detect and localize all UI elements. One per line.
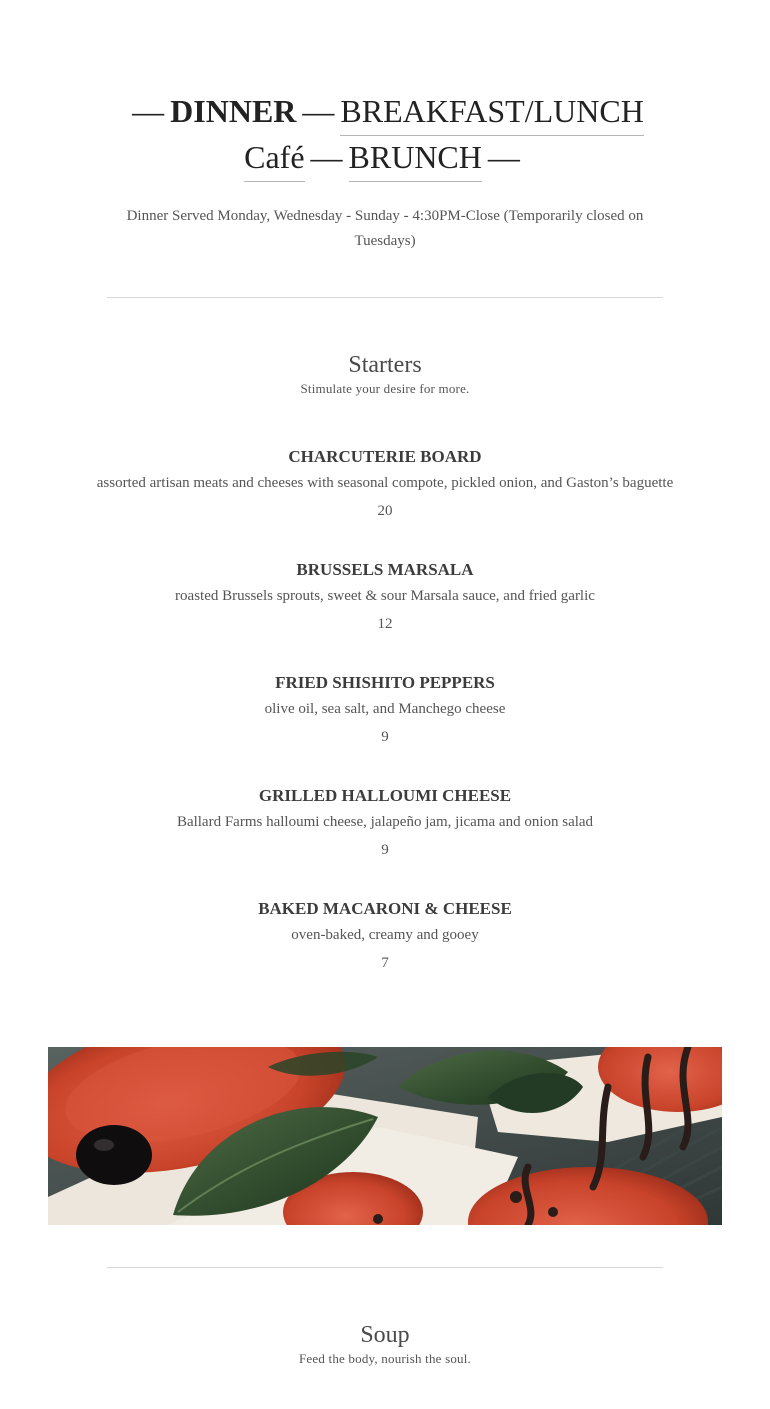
item-name: BAKED MACARONI & CHEESE [258, 899, 512, 918]
caprese-salad-photo [48, 1047, 722, 1225]
separator-dash: — [487, 139, 520, 175]
item-description: assorted artisan meats and cheeses with seasonal compote, pickled onion, and Gaston’s baguette [96, 475, 674, 491]
item-description: roasted Brussels sprouts, sweet & sour Marsala sauce, and fried garlic [175, 588, 595, 604]
menu-item [0, 670, 770, 752]
menu-tabs [0, 88, 770, 180]
item-description: oven-baked, creamy and gooey [291, 927, 479, 943]
menu-item [0, 783, 770, 865]
separator-dash: — [310, 139, 343, 175]
section-subtitle-soup: Feed the body, nourish the soul. [298, 1351, 471, 1366]
item-description: olive oil, sea salt, and Manchego cheese [264, 701, 506, 717]
tab-cafe[interactable]: Café [244, 139, 304, 182]
item-price: 7 [381, 955, 389, 971]
menu-item [0, 896, 770, 978]
item-description: Ballard Farms halloumi cheese, jalapeño jam, jicama and onion salad [176, 814, 594, 830]
menu-tabs-row-1 [0, 88, 770, 134]
item-name: GRILLED HALLOUMI CHEESE [258, 786, 512, 805]
item-price: 9 [381, 842, 389, 858]
item-price: 9 [381, 729, 389, 745]
separator-dash: — [302, 93, 335, 129]
caprese-salad-image [48, 1047, 722, 1225]
item-name: FRIED SHISHITO PEPPERS [275, 673, 495, 692]
item-name: BRUSSELS MARSALA [296, 560, 474, 579]
item-price: 20 [377, 503, 393, 519]
separator-dash: — [132, 93, 165, 129]
menu-item [0, 557, 770, 639]
section-divider [107, 1267, 663, 1268]
tab-dinner[interactable]: DINNER [170, 93, 297, 129]
service-hours: Dinner Served Monday, Wednesday - Sunday - 4:30PM-Close (Temporarily closed on Tuesdays) [126, 208, 644, 249]
tab-brunch[interactable]: BRUNCH [349, 139, 482, 182]
menu-tabs-row-2 [0, 134, 770, 180]
section-subtitle-starters: Stimulate your desire for more. [300, 381, 470, 396]
section-title-soup: Soup [360, 1322, 410, 1348]
section-title-starters: Starters [348, 352, 422, 378]
section-divider [107, 297, 663, 298]
item-price: 12 [377, 616, 393, 632]
tab-breakfast-lunch[interactable]: BREAKFAST/LUNCH [340, 93, 643, 136]
menu-item [0, 444, 770, 526]
item-name: CHARCUTERIE BOARD [288, 447, 482, 466]
